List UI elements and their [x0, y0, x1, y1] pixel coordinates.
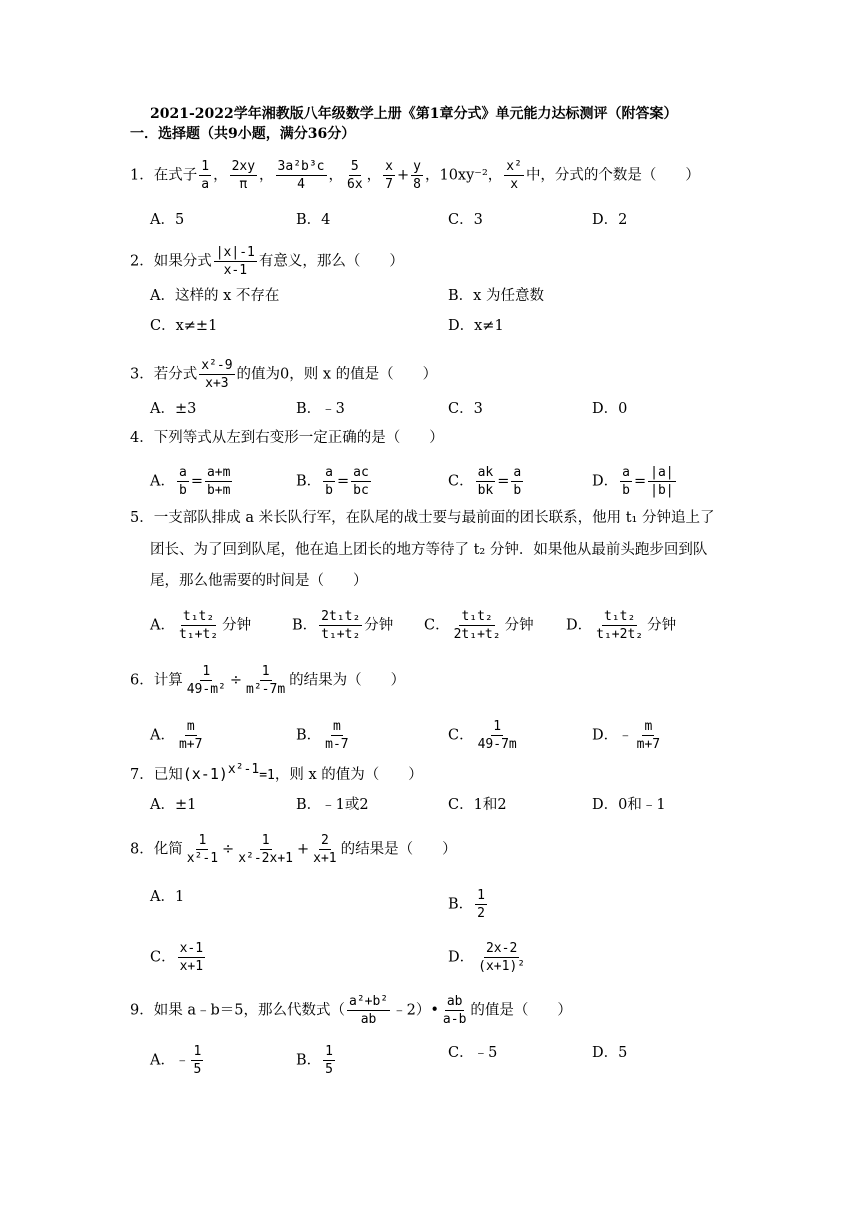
q6-option-b[interactable]: B． $\frac{m}{m-7}$ — [296, 719, 349, 752]
q4-option-b[interactable]: B． $\frac{a}{b}$ = $\frac{ac}{bc}$ — [296, 465, 369, 498]
q1-option-d[interactable]: D．2 — [592, 212, 628, 228]
question-8: 8．化简 $\frac{1}{\text{x²-1}}$ ÷ $\frac{1}{\text{x²-2x+1}}$ + $\frac{2}{x+1}$ 的结果是（ ） — [130, 833, 457, 866]
question-1: 1．在式子 $\frac{1}{a}$ ， $\frac{2xy}{\pi}$ ， $\frac{\text{3a²b³c}}{4}$ ， $\frac{5}{6x}$ ， $\frac{x}{7}$ + $\frac{y}{8}$ ，10xy⁻²， $\frac{\text{x²}}{x}$ 中，分式的个数是（ ） — [130, 159, 700, 192]
q6-option-c[interactable]: C． $\frac{1}{49-7m}$ — [448, 719, 517, 752]
q8-option-a[interactable]: A．1 — [150, 889, 185, 905]
q7-option-b[interactable]: B．﹣1或2 — [296, 797, 369, 813]
q3-option-a[interactable]: A．±3 — [150, 401, 197, 417]
fraction: $\frac{\text{3a²b³c}}{4}$ — [277, 159, 325, 192]
q5-option-d[interactable]: D． $\frac{\text{t₁t₂}}{\text{t₁+2t₂}}$ 分钟 — [566, 609, 677, 642]
q3-option-d[interactable]: D．0 — [592, 401, 628, 417]
question-6: 6．计算 $\frac{1}{\text{49-m²}}$ ÷ $\frac{1}{\text{m²-7m}}$ 的结果为（ ） — [130, 664, 406, 697]
q1-option-c[interactable]: C．3 — [448, 212, 483, 228]
q6-option-d[interactable]: D．﹣ $\frac{m}{m+7}$ — [592, 719, 661, 752]
section-heading: 一．选择题（共9小题，满分36分） — [130, 126, 356, 142]
q4-option-d[interactable]: D． $\frac{a}{b}$ = $\frac{|a|}{|b|}$ — [592, 465, 674, 498]
fraction: $\frac{2xy}{\pi}$ — [231, 159, 256, 192]
q2-option-d[interactable]: D．x≠1 — [448, 318, 504, 334]
fraction: $\frac{|x|-1}{x-1}$ — [215, 245, 255, 278]
question-2: 2．如果分式 $\frac{|x|-1}{x-1}$ 有意义，那么（ ） — [130, 245, 404, 278]
q9-option-a[interactable]: A．﹣ $\frac{1}{5}$ — [150, 1044, 202, 1077]
question-5-line-2: 团长、为了回到队尾，他在追上团长的地方等待了 t₂ 分钟．如果他从最前头跑步回到队 — [150, 542, 708, 558]
fraction: $\frac{1}{a}$ — [201, 159, 210, 192]
q1-option-a[interactable]: A．5 — [150, 212, 185, 228]
q5-option-c[interactable]: C． $\frac{\text{t₁t₂}}{\text{2t₁+t₂}}$ 分钟 — [424, 609, 534, 642]
q3-option-b[interactable]: B．﹣3 — [296, 401, 345, 417]
document-title: 2021-2022学年湘教版八年级数学上册《第1章分式》单元能力达标测评（附答案） — [150, 106, 678, 122]
q3-option-c[interactable]: C．3 — [448, 401, 483, 417]
question-4: 4．下列等式从左到右变形一定正确的是（ ） — [130, 430, 444, 446]
q1-option-b[interactable]: B．4 — [296, 212, 331, 228]
q4-option-c[interactable]: C． $\frac{ak}{bk}$ = $\frac{a}{b}$ — [448, 465, 522, 498]
q9-option-b[interactable]: B． $\frac{1}{5}$ — [296, 1044, 333, 1077]
question-3: 3．若分式 $\frac{\text{x²-9}}{x+3}$ 的值为0，则 x 的值是（ ） — [130, 358, 438, 391]
q6-option-a[interactable]: A． $\frac{m}{m+7}$ — [150, 719, 203, 752]
q5-option-b[interactable]: B． $\frac{\text{2t₁t₂}}{\text{t₁+t₂}}$ 分钟 — [292, 609, 394, 642]
fraction: $\frac{y}{8}$ — [413, 159, 421, 192]
q8-option-c[interactable]: C． $\frac{x-1}{x+1}$ — [150, 941, 204, 974]
q2-option-c[interactable]: C．x≠±1 — [150, 318, 218, 334]
q2-option-b[interactable]: B．x 为任意数 — [448, 288, 544, 304]
question-9: 9．如果 a﹣b＝5，那么代数式（ $\frac{\text{a²+b²}}{ab}$ ﹣2）• $\frac{ab}{a-b}$ 的值是（ ） — [130, 994, 572, 1027]
fraction: $\frac{5}{6x}$ — [347, 159, 363, 192]
q5-option-a[interactable]: A． $\frac{\text{t₁t₂}}{\text{t₁+t₂}}$ 分钟 — [150, 609, 252, 642]
q8-option-b[interactable]: B． $\frac{1}{2}$ — [448, 888, 485, 921]
q9-option-d[interactable]: D．5 — [592, 1045, 628, 1061]
fraction: $\frac{\text{x²}}{x}$ — [506, 159, 522, 192]
fraction: $\frac{\text{x²-9}}{x+3}$ — [201, 358, 233, 391]
question-7: 7．已知$(x-1)^{x^2-1}=1$，则 x 的值为（ ） — [130, 762, 423, 783]
q7-option-a[interactable]: A．±1 — [150, 797, 197, 813]
q4-option-a[interactable]: A． $\frac{a}{b}$ = $\frac{a+m}{b+m}$ — [150, 465, 231, 498]
q7-option-d[interactable]: D．0和﹣1 — [592, 797, 666, 813]
fraction: $\frac{x}{7}$ — [385, 159, 393, 192]
question-5-line-1: 5．一支部队排成 a 米长队行军，在队尾的战士要与最前面的团长联系，他用 t₁ 分钟追上了 — [130, 510, 715, 526]
question-5-line-3: 尾，那么他需要的时间是（ ） — [150, 573, 368, 589]
q2-option-a[interactable]: A．这样的 x 不存在 — [150, 288, 280, 304]
q8-option-d[interactable]: D． $\frac{2x-2}{\text{(x+1)²}}$ — [448, 941, 526, 974]
q7-option-c[interactable]: C．1和2 — [448, 797, 507, 813]
q9-option-c[interactable]: C．﹣5 — [448, 1045, 498, 1061]
